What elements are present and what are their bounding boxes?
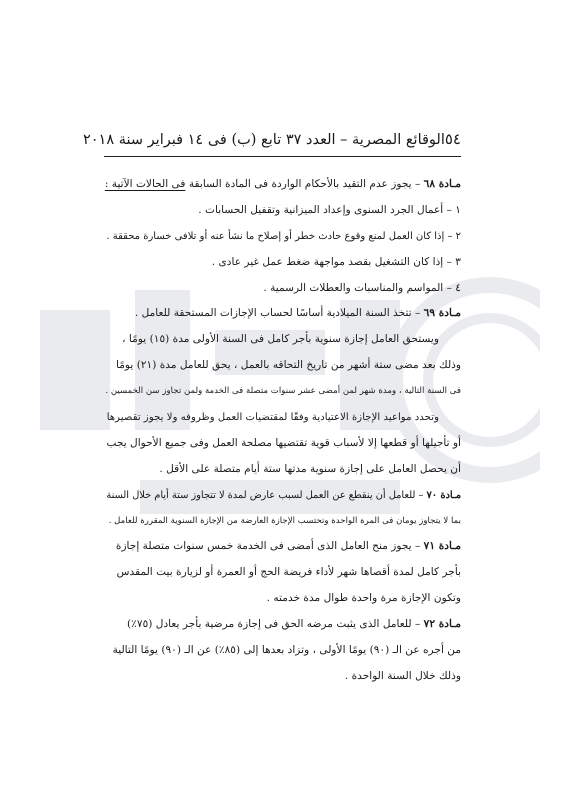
line-text: ٣ – إذا كان التشغيل بقصد مواجهة ضغط عمل غير عادى . <box>211 255 461 268</box>
line-text: ٤ – المواسم والمناسبات والعطلات الرسمية . <box>263 281 461 294</box>
text-line <box>104 483 461 509</box>
text-line <box>104 560 461 586</box>
text-line <box>104 612 461 638</box>
text-line <box>104 586 461 612</box>
text-line <box>104 405 461 431</box>
text-line <box>104 301 461 327</box>
line-text: وذلك بعد مضى ستة أشهر من تاريخ التحاقه بالعمل ، يحق للعامل مدة (٢١) يومًا <box>116 359 461 372</box>
header-rule <box>104 156 461 157</box>
text-line <box>104 250 461 276</box>
text-line <box>104 276 461 302</box>
document-body <box>104 172 461 690</box>
text-line <box>104 379 461 405</box>
text-line <box>104 509 461 535</box>
article-label: مـادة ٧٢ <box>423 618 461 631</box>
page-number: ٥٤ <box>444 130 461 148</box>
gazette-title: الوقائع المصرية – العدد ٣٧ تابع (ب) فى ١٤ فبراير سنة ٢٠١٨ <box>82 132 445 148</box>
line-text: ١ – أعمال الجرد السنوى وإعداد الميزانية وتقفيل الحسابات . <box>198 203 461 216</box>
text-line <box>104 327 461 353</box>
text-line <box>104 431 461 457</box>
text-line <box>104 224 461 250</box>
text-line <box>104 664 461 690</box>
line-text: ويستحق العامل إجازة سنوية بأجر كامل فى السنة الأولى مدة (١٥) يومًا ، <box>122 333 439 346</box>
line-text: – يجوز منح العامل الذى أمضى فى الخدمة خمس سنوات متصلة إجازة <box>115 540 424 553</box>
article-label: مـادة ٦٨ <box>423 178 461 190</box>
line-text: من أجره عن الـ (٩٠) يومًا الأولى ، وتزاد بعدها إلى (٨٥٪) عن الـ (٩٠) يومًا التالية <box>112 644 461 657</box>
text-line <box>104 534 461 560</box>
line-text: بأجر كامل لمدة أقصاها شهر لأداء فريضة الحج أو العمرة أو لزيارة بيت المقدس <box>116 566 461 579</box>
article-label: مـادة ٧١ <box>423 540 461 553</box>
line-text: – للعامل الذى يثبت مرضه الحق فى إجازة مرضية بأجر يعادل (٧٥٪) <box>127 618 424 631</box>
text-line <box>104 457 461 483</box>
page-header <box>82 130 461 148</box>
text-line <box>104 198 461 224</box>
line-text: وتكون الإجازة مرة واحدة طوال مدة خدمته . <box>266 592 461 605</box>
line-text: أو تأجيلها أو قطعها إلا لأسباب قوية تقتضيها مصلحة العمل وفى جميع الأحوال يجب <box>106 436 461 449</box>
line-text: وتحدد مواعيد الإجازة الاعتيادية وفقًا لمقتضيات العمل وظروفه ولا يجوز تقصيرها <box>106 412 439 424</box>
line-text: بما لا يتجاوز يومان فى المرة الواحدة وتحتسب الإجازة العارضة من الإجازة السنوية المقررة للعامل . <box>108 515 461 526</box>
article-label: مـادة ٧٠ <box>426 489 461 501</box>
text-line <box>104 172 461 198</box>
line-text: وذلك خلال السنة الواحدة . <box>344 669 461 682</box>
text-line <box>104 638 461 664</box>
article-label: مـادة ٦٩ <box>423 307 461 320</box>
line-text: – للعامل أن ينقطع عن العمل لسبب عارض لمدة لا تتجاوز ستة أيام خلال السنة <box>106 489 427 501</box>
line-text: فى السنة التالية ، ومدة شهر لمن أمضى عشر سنوات متصلة فى الخدمة ولمن تجاوز سن الخمسين . <box>105 386 461 397</box>
underlined-text: فى الحالات الآتية : <box>104 178 186 190</box>
line-text: – تتخذ السنة الميلادية أساسًا لحساب الإجازات المستحقة للعامل . <box>134 307 424 320</box>
text-line <box>104 353 461 379</box>
line-text: أن يحصل العامل على إجازة سنوية مدتها ستة أيام متصلة على الأقل . <box>159 462 461 475</box>
line-text: ٢ – إذا كان العمل لمنع وقوع حادث خطر أو إصلاح ما نشأ عنه أو تلافى خسارة محققة . <box>106 230 461 242</box>
line-text: – يجوز عدم التقيد بالأحكام الواردة فى المادة السابقة <box>185 178 424 190</box>
